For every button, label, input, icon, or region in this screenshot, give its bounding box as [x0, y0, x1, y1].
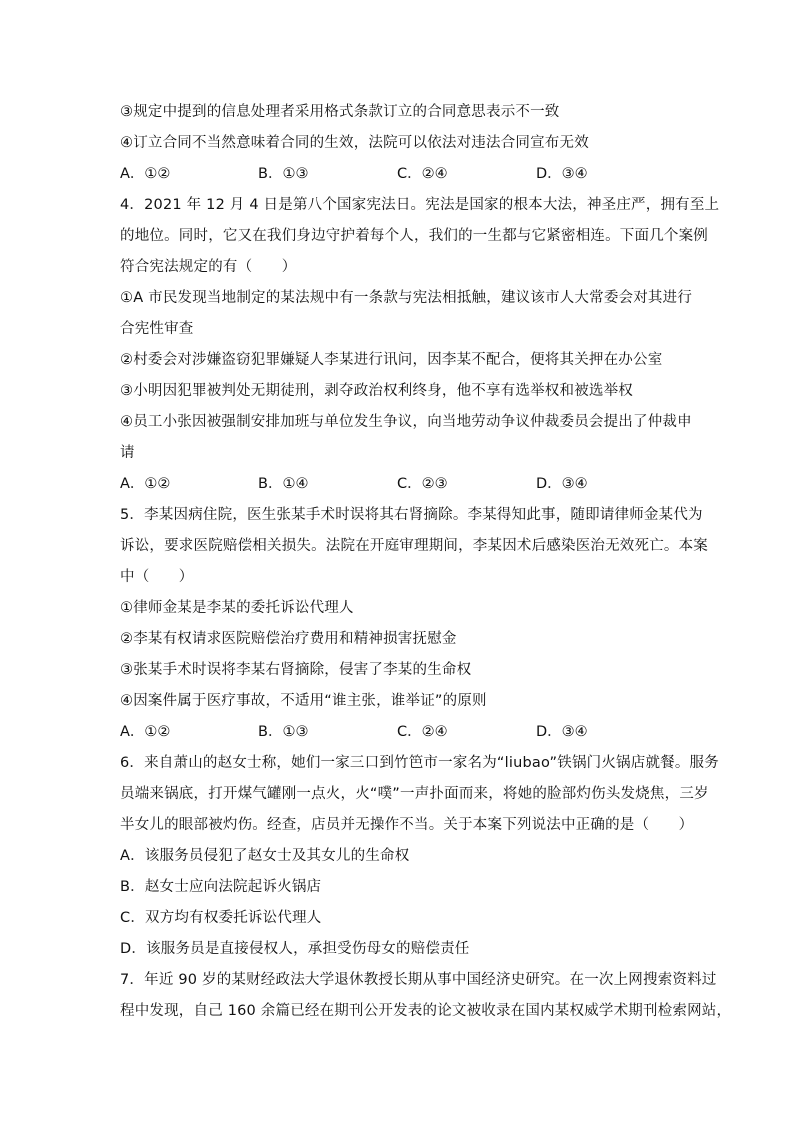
q4-stem-line-3: 符合宪法规定的有（ ） [120, 259, 297, 275]
q6-stem-line-3: 半女儿的眼部被灼伤。经查，店员并无操作不当。关于本案下列说法中正确的是（ ） [120, 817, 694, 833]
q4-choices [120, 474, 680, 494]
q6-choice-c: C．双方均有权委托诉讼代理人 [120, 910, 322, 926]
q6-choice-d: D．该服务员是直接侵权人，承担受伤母女的赔偿责任 [120, 941, 470, 957]
q5-option-3: ③张某手术时误将李某右肾摘除，侵害了李某的生命权 [120, 662, 472, 678]
choice-d: D．③④ [536, 166, 588, 182]
q6-stem-line-2: 员端来锅底，打开煤气罐刚一点火，火“噗”一声扑面而来，将她的脸部灼伤头发烧焦，三岁 [120, 786, 709, 802]
q4-stem-line-1: 4．2021 年 12 月 4 日是第八个国家宪法日。宪法是国家的根本大法，神圣庄严，拥有至上 [120, 197, 720, 213]
choice-d: D．③④ [536, 724, 588, 740]
choice-c: C．②④ [397, 166, 448, 182]
choice-b: B．①③ [258, 724, 309, 740]
choice-c: C．②③ [397, 476, 448, 492]
q7-stem-line-2: 程中发现，自己 160 余篇已经在期刊公开发表的论文被收录在国内某权威学术期刊检索网站， [120, 1003, 732, 1019]
q4-stem-line-2: 的地位。同时，它又在我们身边守护着每个人，我们的一生都与它紧密相连。下面几个案例 [120, 228, 708, 244]
choice-a: A．①② [120, 476, 171, 492]
q6-stem-line-1: 6．来自萧山的赵女士称，她们一家三口到竹笆市一家名为“liubao”铁锅门火锅店就餐。服务 [120, 755, 719, 771]
q4-option-1-line-2: 合宪性审查 [120, 321, 194, 337]
choice-b: B．①③ [258, 166, 309, 182]
q3-option-4: ④订立合同不当然意味着合同的生效，法院可以依法对违法合同宣布无效 [120, 135, 589, 151]
q5-option-2: ②李某有权请求医院赔偿治疗费用和精神损害抚慰金 [120, 631, 457, 647]
q5-stem-line-2: 诉讼，要求医院赔偿相关损失。法院在开庭审理期间，李某因术后感染医治无效死亡。本案 [120, 538, 708, 554]
q4-option-2: ②村委会对涉嫌盗窃犯罪嫌疑人李某进行讯问，因李某不配合，便将其关押在办公室 [120, 352, 663, 368]
q4-option-4-line-1: ④员工小张因被强制安排加班与单位发生争议，向当地劳动争议仲裁委员会提出了仲裁申 [120, 414, 692, 430]
q5-stem-line-3: 中（ ） [120, 569, 194, 585]
q5-option-1: ①律师金某是李某的委托诉讼代理人 [120, 600, 354, 616]
choice-d: D．③④ [536, 476, 588, 492]
q6-choice-b: B．赵女士应向法院起诉火锅店 [120, 879, 322, 895]
q7-stem-line-1: 7．年近 90 岁的某财经政法大学退休教授长期从事中国经济史研究。在一次上网搜索资料过 [120, 972, 717, 988]
choice-b: B．①④ [258, 476, 309, 492]
q3-choices [120, 164, 680, 184]
q4-option-4-line-2: 请 [120, 445, 135, 461]
q5-stem-line-1: 5．李某因病住院，医生张某手术时误将其右肾摘除。李某得知此事，随即请律师金某代为 [120, 507, 703, 523]
q4-option-3: ③小明因犯罪被判处无期徒刑，剥夺政治权利终身，他不享有选举权和被选举权 [120, 383, 633, 399]
choice-a: A．①② [120, 166, 171, 182]
choice-a: A．①② [120, 724, 171, 740]
q6-choice-a: A．该服务员侵犯了赵女士及其女儿的生命权 [120, 848, 410, 864]
q5-choices [120, 722, 680, 742]
q3-option-3: ③规定中提到的信息处理者采用格式条款订立的合同意思表示不一致 [120, 104, 560, 120]
q5-option-4: ④因案件属于医疗事故，不适用“谁主张，谁举证”的原则 [120, 693, 487, 709]
q4-option-1-line-1: ①A 市民发现当地制定的某法规中有一条款与宪法相抵触，建议该市人大常委会对其进行 [120, 290, 693, 306]
choice-c: C．②④ [397, 724, 448, 740]
